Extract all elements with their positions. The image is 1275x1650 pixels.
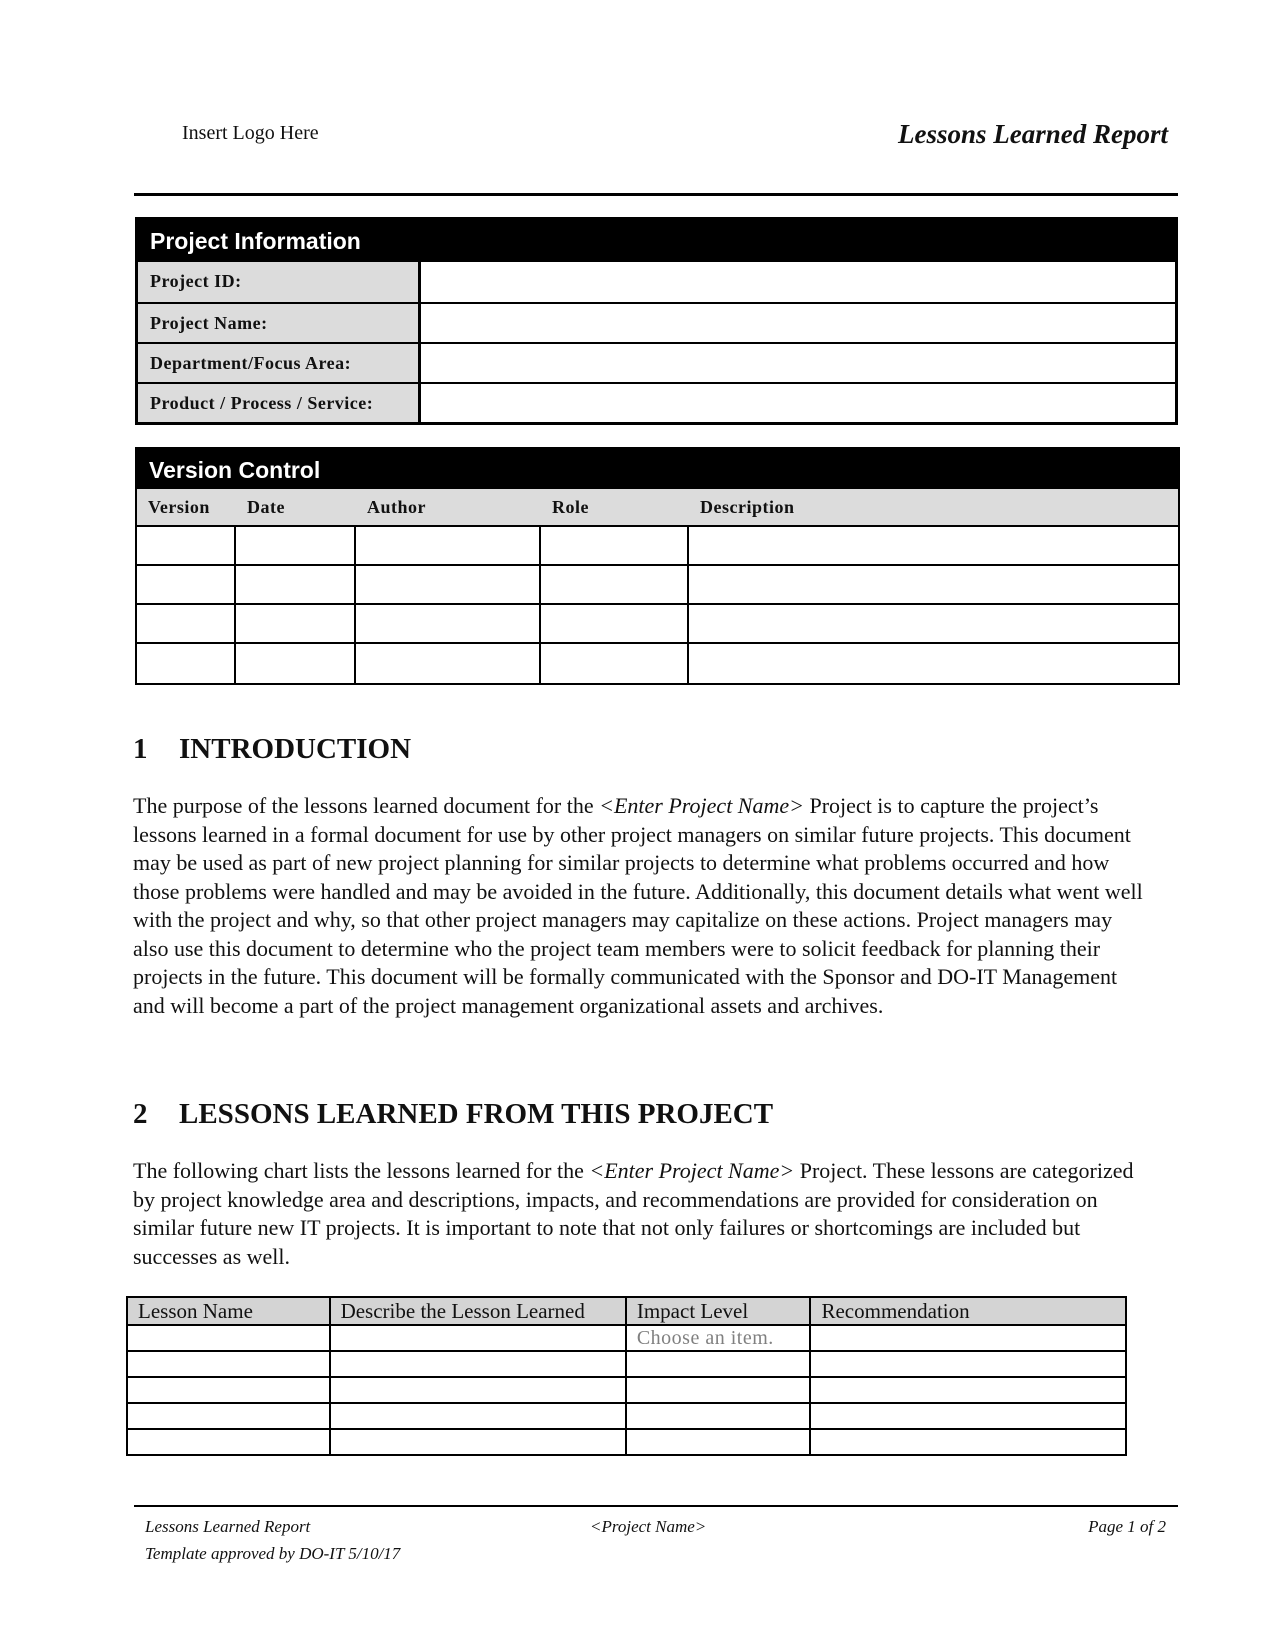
- section-2-title: LESSONS LEARNED FROM THIS PROJECT: [179, 1098, 774, 1130]
- column-role: Role: [552, 497, 589, 517]
- date-cell[interactable]: [236, 566, 356, 603]
- lessons-learned-table: [126, 1296, 1127, 1456]
- impact-level-cell[interactable]: [626, 1377, 811, 1403]
- section-1-heading: [133, 733, 411, 766]
- project-information-table: [135, 217, 1178, 425]
- intro-text-start: The purpose of the lessons learned document for the: [133, 793, 600, 818]
- lessons-text-start: The following chart lists the lessons learned for the: [133, 1158, 590, 1183]
- project-name-field[interactable]: [421, 304, 1175, 342]
- author-cell[interactable]: [356, 644, 541, 683]
- column-lesson-description: Describe the Lesson Learned: [330, 1297, 626, 1325]
- table-row: [127, 1429, 1126, 1455]
- section-2-heading: [133, 1098, 773, 1131]
- table-row: [137, 527, 1178, 566]
- description-cell[interactable]: [689, 644, 1178, 683]
- recommendation-cell[interactable]: [810, 1429, 1126, 1455]
- product-process-service-field[interactable]: [421, 384, 1175, 422]
- department-row: [138, 342, 1175, 382]
- lesson-description-cell[interactable]: [330, 1351, 626, 1377]
- lesson-name-cell[interactable]: [127, 1403, 330, 1429]
- lesson-name-cell[interactable]: [127, 1429, 330, 1455]
- lesson-name-cell[interactable]: [127, 1351, 330, 1377]
- column-author: Author: [367, 497, 427, 517]
- role-cell[interactable]: [541, 527, 689, 564]
- impact-level-cell[interactable]: [626, 1351, 811, 1377]
- role-cell[interactable]: [541, 644, 689, 683]
- version-cell[interactable]: [137, 527, 236, 564]
- column-recommendation: Recommendation: [810, 1297, 1126, 1325]
- version-cell[interactable]: [137, 605, 236, 642]
- author-cell[interactable]: [356, 527, 541, 564]
- impact-level-cell[interactable]: [626, 1429, 811, 1455]
- introduction-paragraph: [133, 792, 1143, 1020]
- section-1-title: INTRODUCTION: [179, 733, 412, 765]
- version-control-heading: Version Control: [137, 449, 1178, 489]
- lesson-description-cell[interactable]: [330, 1377, 626, 1403]
- header-divider: [134, 193, 1178, 196]
- role-cell[interactable]: [541, 566, 689, 603]
- lesson-name-cell[interactable]: [127, 1377, 330, 1403]
- column-impact-level: Impact Level: [626, 1297, 811, 1325]
- column-version: Version: [148, 497, 210, 517]
- date-cell[interactable]: [236, 644, 356, 683]
- logo-placeholder: Insert Logo Here: [182, 122, 319, 144]
- version-cell[interactable]: [137, 644, 236, 683]
- project-id-label: Project ID:: [138, 262, 421, 302]
- column-description: Description: [700, 497, 795, 517]
- role-cell[interactable]: [541, 605, 689, 642]
- description-cell[interactable]: [689, 527, 1178, 564]
- column-lesson-name: Lesson Name: [127, 1297, 330, 1325]
- table-row: [127, 1351, 1126, 1377]
- column-date: Date: [247, 497, 285, 517]
- project-id-field[interactable]: [421, 262, 1175, 302]
- impact-level-dropdown[interactable]: Choose an item.: [626, 1325, 811, 1351]
- version-control-header-row: [137, 489, 1178, 527]
- recommendation-cell[interactable]: [810, 1325, 1126, 1351]
- department-field[interactable]: [421, 344, 1175, 382]
- date-cell[interactable]: [236, 605, 356, 642]
- lesson-description-cell[interactable]: [330, 1403, 626, 1429]
- lesson-description-cell[interactable]: [330, 1325, 626, 1351]
- lessons-text-end: Project. These lessons are categorized by project knowledge area and descriptions, impacts, and recommendations are provided for consideration on similar future new IT projects. It is important to note that not only failures or shortcomings are included but successes as well.: [133, 1158, 1134, 1269]
- project-name-row: [138, 302, 1175, 342]
- recommendation-cell[interactable]: [810, 1377, 1126, 1403]
- product-process-service-label: Product / Process / Service:: [138, 384, 421, 422]
- recommendation-cell[interactable]: [810, 1403, 1126, 1429]
- project-name-label: Project Name:: [138, 304, 421, 342]
- table-row: [137, 566, 1178, 605]
- table-row: [137, 644, 1178, 683]
- table-row: [137, 605, 1178, 644]
- project-id-row: [138, 262, 1175, 302]
- product-process-service-row: [138, 382, 1175, 422]
- table-row: [127, 1325, 1126, 1351]
- table-row: [127, 1377, 1126, 1403]
- impact-level-cell[interactable]: [626, 1403, 811, 1429]
- footer-page-number: Page 1 of 2: [1088, 1517, 1166, 1536]
- footer-template-approval: Template approved by DO-IT 5/10/17: [145, 1544, 401, 1563]
- project-information-heading: Project Information: [138, 220, 1175, 262]
- intro-text-end: Project is to capture the project’s lessons learned in a formal document for use by other project managers on similar future projects. This document may be used as part of new project planning for similar projects to determine what problems occurred and how those problems were handled and may be avoided in the future. Additionally, this document details what went well with the project and why, so that other project managers may capitalize on these actions. Project managers may also use this document to determine who the project team members were to solicit feedback for planning their projects in the future. This document will be formally communicated with the Sponsor and DO-IT Management and will become a part of the project management organizational assets and archives.: [133, 793, 1143, 1018]
- department-label: Department/Focus Area:: [138, 344, 421, 382]
- footer-report-name: Lessons Learned Report: [145, 1517, 311, 1536]
- recommendation-cell[interactable]: [810, 1351, 1126, 1377]
- description-cell[interactable]: [689, 566, 1178, 603]
- footer-divider: [134, 1505, 1178, 1507]
- author-cell[interactable]: [356, 566, 541, 603]
- lesson-name-cell[interactable]: [127, 1325, 330, 1351]
- section-2-number: 2: [133, 1098, 148, 1130]
- version-cell[interactable]: [137, 566, 236, 603]
- lessons-header-row: [127, 1297, 1126, 1325]
- footer-project-name: <Project Name>: [590, 1517, 707, 1536]
- lessons-paragraph: [133, 1157, 1143, 1271]
- lesson-description-cell[interactable]: [330, 1429, 626, 1455]
- date-cell[interactable]: [236, 527, 356, 564]
- lessons-project-placeholder: <Enter Project Name>: [589, 1158, 795, 1183]
- table-row: [127, 1403, 1126, 1429]
- intro-project-placeholder: <Enter Project Name>: [599, 793, 804, 818]
- report-title: Lessons Learned Report: [898, 119, 1168, 149]
- description-cell[interactable]: [689, 605, 1178, 642]
- section-1-number: 1: [133, 733, 148, 765]
- author-cell[interactable]: [356, 605, 541, 642]
- version-control-table: [135, 447, 1180, 685]
